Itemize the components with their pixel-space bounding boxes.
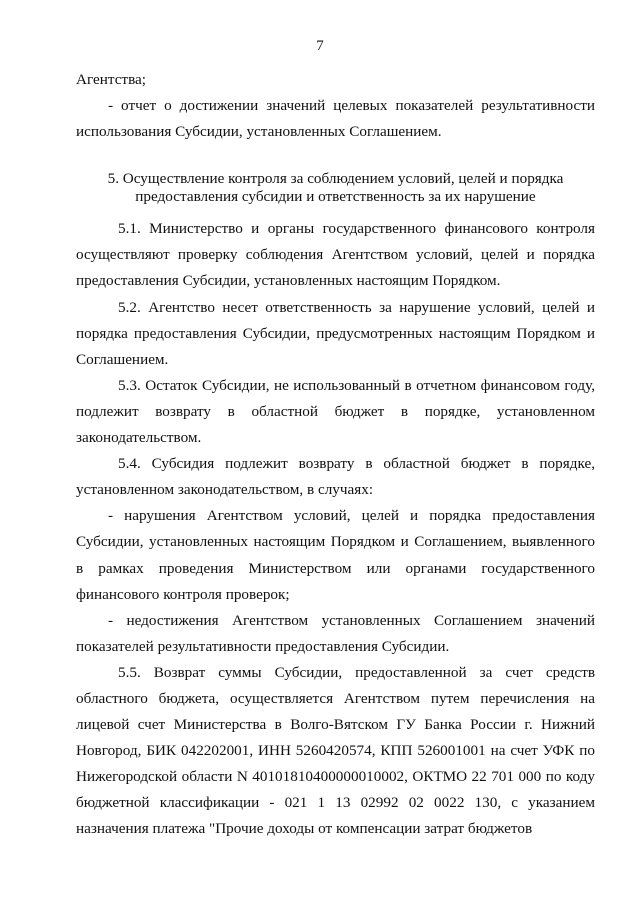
section-5-heading-line2: предоставления субсидии и ответственность за их нарушение — [135, 188, 536, 206]
paragraph-report-item: - отчет о достижении значений целевых показателей результативности использования Субсидии, установленных Соглашением. — [76, 97, 595, 141]
page-number: 7 — [316, 38, 324, 54]
paragraph-5-3: 5.3. Остаток Субсидии, не использованный в отчетном финансовом году, подлежит возврату в областной бюджет в порядке, установленном законодательством. — [76, 376, 595, 447]
paragraph-5-5: 5.5. Возврат суммы Субсидии, предоставленной за счет средств областного бюджета, осуществляется Агентством путем перечисления на лицевой счет Министерства в Волго-Вятском ГУ Банка России г. Нижний Новгород, БИК 042202001, ИНН 5260420574, КПП 526001001 на счет УФК по Нижегородской области N 40101810400000010002, ОКТМО 22 701 000 по коду бюджетной классификации - 021 1 13 02992 02 0022 130, с указанием назначения платежа "Прочие доходы от компенсации затрат бюджетов — [76, 663, 595, 838]
paragraph-5-4-item-nonachievement: - недостижения Агентством установленных Соглашением значений показателей результативности предоставления Субсидии. — [76, 611, 595, 655]
paragraph-5-4-item-violation: - нарушения Агентством условий, целей и порядка предоставления Субсидии, установленных настоящим Порядком и Соглашением, выявленного в рамках проведения Министерством или органами государственного финансового контроля проверок; — [76, 507, 595, 603]
section-5-heading — [76, 170, 595, 206]
section-5-heading-line1: 5. Осуществление контроля за соблюдением условий, целей и порядка — [107, 170, 564, 188]
document-body — [76, 67, 595, 843]
paragraph-5-4: 5.4. Субсидия подлежит возврату в областной бюджет в порядке, установленном законодательством, в случаях: — [76, 455, 595, 499]
paragraph-agency-end: Агентства; — [76, 71, 146, 88]
paragraph-5-2: 5.2. Агентство несет ответственность за нарушение условий, целей и порядка предоставления Субсидии, предусмотренных настоящим Порядком и Соглашением. — [76, 298, 595, 368]
paragraph-5-1: 5.1. Министерство и органы государственного финансового контроля осуществляют проверку соблюдения Агентством условий, целей и порядка предоставления Субсидии, установленных настоящим Порядком. — [76, 220, 595, 290]
